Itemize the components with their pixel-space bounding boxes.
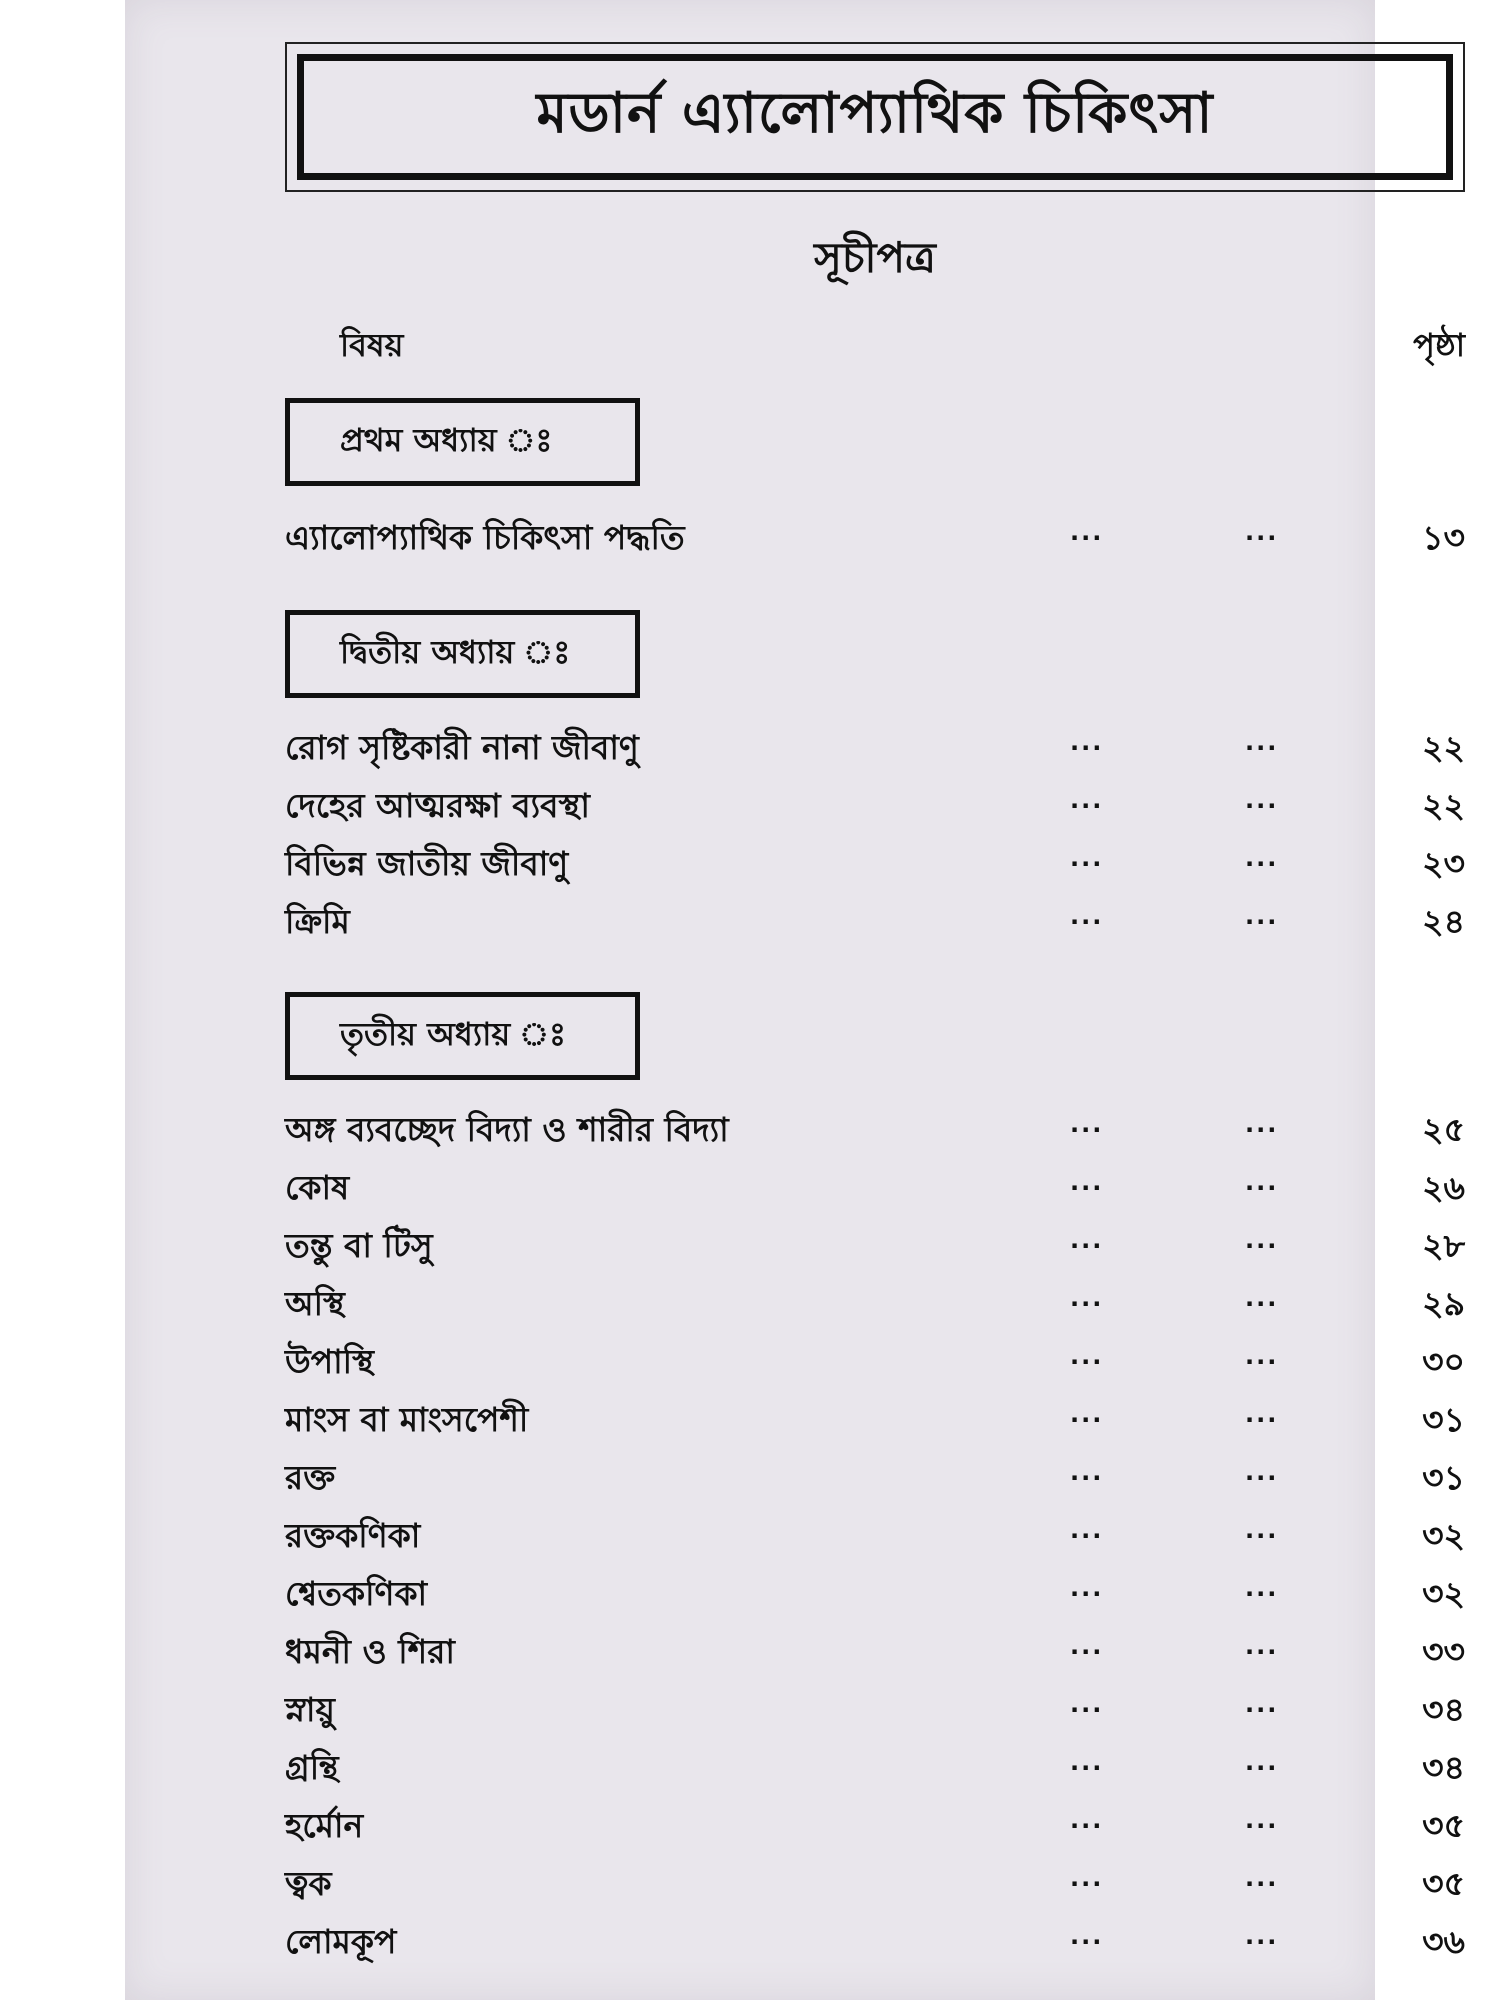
leader-dots: ... [1070, 1632, 1104, 1660]
chapter-3-box [285, 992, 640, 1080]
toc-entry [285, 1216, 1465, 1272]
toc-entry [285, 1564, 1465, 1620]
entry-title: বিভিন্ন জাতীয় জীবাণু [285, 844, 569, 883]
entry-page: ২২ [1422, 728, 1465, 767]
leader-dots: ... [1245, 1458, 1279, 1486]
entry-page: ৩৪ [1422, 1748, 1465, 1787]
subject-column-header: বিষয় [340, 326, 404, 364]
entry-title: অস্থি [285, 1284, 345, 1323]
leader-dots: ... [1070, 902, 1104, 930]
entry-page: ৩৬ [1422, 1922, 1465, 1961]
contents-heading: সূচীপত্র [814, 233, 936, 282]
entry-page: ৩৪ [1422, 1690, 1465, 1729]
page-paper [125, 0, 1465, 2000]
toc-entry [285, 1448, 1465, 1504]
leader-dots: ... [1070, 728, 1104, 756]
entry-page: ৩০ [1422, 1342, 1465, 1381]
toc-entry [285, 776, 1465, 832]
title-inner-border [297, 54, 1453, 180]
leader-dots: ... [1245, 1632, 1279, 1660]
entry-title: ক্রিমি [285, 902, 350, 941]
leader-dots: ... [1245, 1690, 1279, 1718]
toc-entry [285, 508, 1465, 564]
entry-title: রোগ সৃষ্টিকারী নানা জীবাণু [285, 728, 639, 767]
toc-entry [285, 718, 1465, 774]
leader-dots: ... [1245, 728, 1279, 756]
leader-dots: ... [1245, 1400, 1279, 1428]
entry-title: ধমনী ও শিরা [285, 1632, 455, 1671]
entry-page: ৩৫ [1422, 1806, 1465, 1845]
entry-title: অঙ্গ ব্যবচ্ছেদ বিদ্যা ও শারীর বিদ্যা [285, 1110, 729, 1149]
leader-dots: ... [1245, 1226, 1279, 1254]
toc-entry [285, 1158, 1465, 1214]
entry-title: দেহের আত্মরক্ষা ব্যবস্থা [285, 786, 590, 825]
entry-page: ৩১ [1422, 1458, 1465, 1497]
leader-dots: ... [1070, 1342, 1104, 1370]
leader-dots: ... [1070, 1748, 1104, 1776]
leader-dots: ... [1070, 1400, 1104, 1428]
leader-dots: ... [1070, 1226, 1104, 1254]
leader-dots: ... [1070, 1922, 1104, 1950]
toc-entry [285, 1332, 1465, 1388]
entry-page: ৩২ [1422, 1516, 1465, 1555]
leader-dots: ... [1070, 1110, 1104, 1138]
entry-title: গ্রন্থি [285, 1748, 339, 1787]
entry-page: ২৫ [1422, 1110, 1465, 1149]
toc-entry [285, 1796, 1465, 1852]
entry-title: উপাস্থি [285, 1342, 374, 1381]
chapter-1-label: প্রথম অধ্যায় ঃ [340, 421, 553, 459]
page-column-header: পৃষ্ঠা [1413, 326, 1465, 364]
toc-entry [285, 1100, 1465, 1156]
toc-entry [285, 1912, 1465, 1968]
entry-page: ৩৫ [1422, 1864, 1465, 1903]
leader-dots: ... [1070, 1864, 1104, 1892]
leader-dots: ... [1245, 844, 1279, 872]
leader-dots: ... [1245, 1574, 1279, 1602]
leader-dots: ... [1245, 902, 1279, 930]
title-frame [285, 42, 1465, 192]
chapter-2-box [285, 610, 640, 698]
leader-dots: ... [1070, 1458, 1104, 1486]
entry-page: ২৯ [1422, 1284, 1465, 1323]
leader-dots: ... [1070, 844, 1104, 872]
entry-title: রক্তকণিকা [285, 1516, 421, 1555]
toc-entry [285, 1854, 1465, 1910]
entry-page: ১৩ [1422, 518, 1465, 557]
leader-dots: ... [1070, 1690, 1104, 1718]
entry-title: স্নায়ু [285, 1690, 335, 1729]
book-title: মডার্ন এ্যালোপ্যাথিক চিকিৎসা [536, 81, 1214, 146]
leader-dots: ... [1070, 1516, 1104, 1544]
leader-dots: ... [1070, 786, 1104, 814]
entry-page: ২৪ [1422, 902, 1465, 941]
toc-entry [285, 1622, 1465, 1678]
chapter-2-label: দ্বিতীয় অধ্যায় ঃ [340, 633, 571, 671]
entry-page: ৩১ [1422, 1400, 1465, 1439]
leader-dots: ... [1245, 1168, 1279, 1196]
leader-dots: ... [1245, 1342, 1279, 1370]
leader-dots: ... [1245, 518, 1279, 546]
leader-dots: ... [1245, 1516, 1279, 1544]
leader-dots: ... [1245, 1748, 1279, 1776]
entry-title: তন্তু বা টিসু [285, 1226, 433, 1265]
entry-page: ২৬ [1422, 1168, 1465, 1207]
entry-page: ২২ [1422, 786, 1465, 825]
leader-dots: ... [1070, 1284, 1104, 1312]
entry-page: ২৮ [1422, 1226, 1465, 1265]
toc-entry [285, 1680, 1465, 1736]
chapter-1-box [285, 398, 640, 486]
entry-title: এ্যালোপ্যাথিক চিকিৎসা পদ্ধতি [285, 518, 685, 557]
leader-dots: ... [1070, 1168, 1104, 1196]
entry-title: লোমকূপ [285, 1922, 397, 1961]
leader-dots: ... [1245, 1864, 1279, 1892]
leader-dots: ... [1245, 1806, 1279, 1834]
toc-entry [285, 1390, 1465, 1446]
entry-title: কোষ [285, 1168, 350, 1207]
toc-entry [285, 892, 1465, 948]
entry-page: ৩৩ [1422, 1632, 1465, 1671]
toc-entry [285, 1506, 1465, 1562]
leader-dots: ... [1245, 1110, 1279, 1138]
leader-dots: ... [1245, 1284, 1279, 1312]
entry-title: হর্মোন [285, 1806, 364, 1845]
contents-page [285, 0, 1465, 2000]
leader-dots: ... [1070, 518, 1104, 546]
entry-title: শ্বেতকণিকা [285, 1574, 428, 1613]
entry-page: ৩২ [1422, 1574, 1465, 1613]
leader-dots: ... [1245, 1922, 1279, 1950]
toc-entry [285, 1274, 1465, 1330]
toc-entry [285, 1738, 1465, 1794]
leader-dots: ... [1245, 786, 1279, 814]
entry-page: ২৩ [1422, 844, 1465, 883]
chapter-3-label: তৃতীয় অধ্যায় ঃ [340, 1015, 567, 1053]
leader-dots: ... [1070, 1574, 1104, 1602]
entry-title: রক্ত [285, 1458, 336, 1497]
entry-title: ত্বক [285, 1864, 332, 1903]
toc-entry [285, 834, 1465, 890]
leader-dots: ... [1070, 1806, 1104, 1834]
entry-title: মাংস বা মাংসপেশী [285, 1400, 529, 1439]
